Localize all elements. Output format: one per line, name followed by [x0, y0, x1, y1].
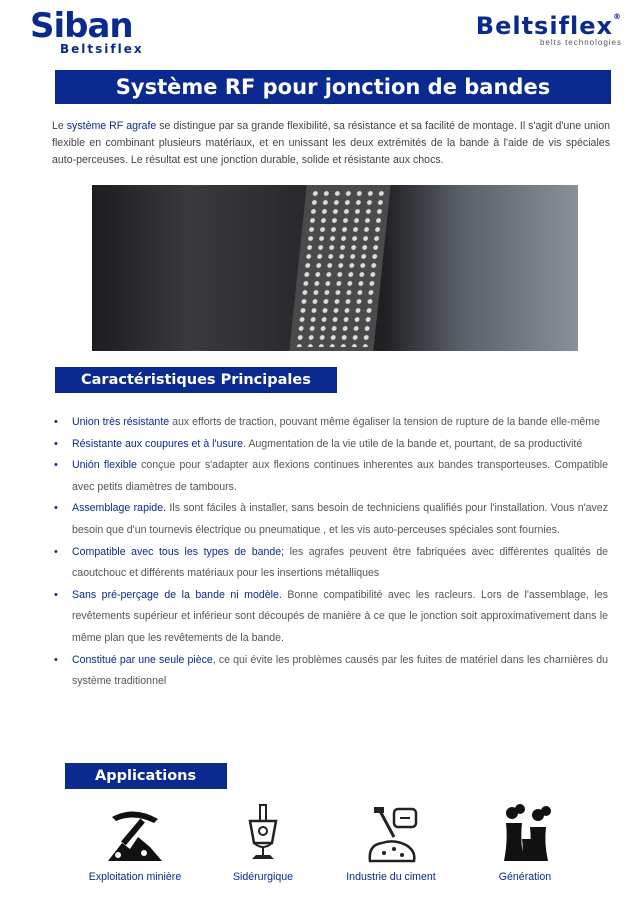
mining-icon — [104, 803, 166, 865]
cement-industry-icon — [360, 803, 422, 865]
feature-item — [52, 498, 608, 541]
intro-highlight-agrafe: agrafe — [126, 120, 157, 132]
beltsiflex-logo-name: Beltsiflex — [475, 12, 613, 40]
bullet-icon: • — [54, 437, 58, 450]
application-label: Sidérurgique — [232, 871, 294, 883]
belt-joint-photo — [92, 185, 578, 351]
feature-lead: Union très résistante — [72, 416, 170, 428]
feature-lead: Sans pré-perçage de la bande ni modèle. — [72, 588, 282, 601]
feature-lead: Unión flexible — [72, 459, 137, 472]
feature-item — [52, 650, 608, 693]
bullet-icon: • — [54, 459, 58, 472]
feature-text: , ce qui évite les problèmes causés par les fuites de matériel dans les charnières du système traditionnel — [72, 653, 608, 688]
application-mining — [70, 803, 200, 893]
feature-lead: Assemblage rapide. — [72, 502, 167, 515]
feature-text: aux efforts de traction, pouvant même égaliser la tension de rupture de la bande elle-même — [169, 416, 601, 428]
siban-logo-subtext: Beltsiflex — [60, 42, 144, 56]
intro-text-3: se distingue par sa grande flexibilité, sa résistance et sa facilité de montage. Il s'agit d'une union flexible en combinant plusieurs matériaux, et en unissant les deux extrémités de la bande à l'aide de vis spéciales auto-perceuses. Le résultat est une jonction durable, solide et résistante aux chocs. — [52, 120, 610, 166]
feature-text: les agrafes peuvent être fabriquées avec différentes qualités de caoutchouc et différents matériaux pour les insertions métalliques — [72, 545, 608, 580]
application-cement — [326, 803, 456, 893]
belt-joint-strip — [289, 185, 390, 351]
bullet-icon: • — [54, 545, 58, 558]
feature-item — [52, 412, 608, 434]
feature-item — [52, 542, 608, 585]
steel-industry-icon — [232, 803, 294, 865]
application-power — [460, 803, 590, 893]
application-steel — [198, 803, 328, 893]
feature-text: Ils sont fáciles à installer, sans besoin de techniciens qualifiés pour l'installation. Vous n'avez besoin que d'un tournevis électrique ou pneumatique , et les vis auto-perceuses spéciales sont fournies. — [72, 502, 608, 536]
feature-lead: Résistante aux coupures et à l'usure — [72, 437, 244, 450]
bullet-icon: • — [54, 416, 58, 428]
registered-mark: ® — [613, 12, 622, 21]
intro-highlight-system: système RF — [66, 120, 124, 132]
application-label: Industrie du ciment — [346, 871, 436, 883]
bullet-icon: • — [54, 502, 58, 515]
siban-logo — [30, 6, 144, 58]
beltsiflex-logo-tagline: belts technologies — [539, 38, 622, 47]
page-title: Système RF pour jonction de bandes — [55, 70, 611, 104]
features-section-title: Caractéristiques Principales — [55, 367, 337, 393]
feature-item — [52, 585, 608, 650]
intro-text-1: Le — [52, 120, 67, 132]
beltsiflex-logo — [462, 12, 622, 58]
feature-text: conçue pour s'adapter aux flexions continues inherentes aux bandes transporteuses. Compatible avec petits diamètres de tambours. — [72, 459, 609, 493]
siban-logo-text: Siban — [30, 6, 133, 46]
beltsiflex-logo-text — [462, 12, 622, 40]
applications-section-title: Applications — [65, 763, 227, 789]
bullet-icon: • — [54, 653, 58, 666]
application-label: Exploitation minière — [88, 871, 182, 883]
intro-paragraph — [52, 118, 610, 169]
bullet-icon: • — [54, 588, 58, 601]
feature-text: . Augmentation de la vie utile de la bande et, pourtant, de sa productivité — [243, 437, 583, 450]
power-plant-icon — [494, 803, 556, 865]
features-list — [52, 412, 608, 693]
feature-item — [52, 455, 608, 498]
application-label: Génération — [498, 871, 552, 883]
feature-item — [52, 434, 608, 456]
feature-text: Bonne compatibilité avec les racleurs. Lors de l'assemblage, les revêtements supérieur et inférieur sont découpés de manière à ce que le jonction soit approximativement dans le même plan que les revêtements de la bande. — [72, 588, 608, 644]
feature-lead: Constitué par une seule pièce — [72, 653, 213, 666]
feature-lead: Compatible avec tous les types de bande; — [72, 545, 285, 558]
screw-pattern — [294, 189, 387, 347]
